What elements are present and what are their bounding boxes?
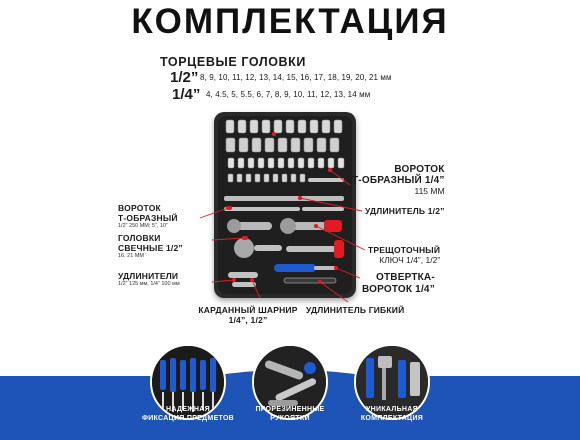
callout-ratchet bbox=[368, 245, 440, 265]
callout-t-handle-title-1: ВОРОТОК bbox=[118, 203, 161, 213]
callout-screwdriver bbox=[362, 272, 435, 296]
callout-spark-plug-title-1: ГОЛОВКИ bbox=[118, 233, 161, 243]
callout-ratchet-title: ТРЕЩОТОЧНЫЙ bbox=[368, 245, 441, 255]
callout-ratchet-detail: КЛЮЧ 1/4”, 1/2” bbox=[379, 255, 441, 265]
callout-extensions bbox=[118, 271, 180, 288]
feature-label-fixation-line-2: ФИКСАЦИЯ ПРЕДМЕТОВ bbox=[141, 415, 235, 422]
callout-t-handle-quarter-title-1: ВОРОТОК bbox=[394, 164, 445, 175]
callout-t-handle bbox=[118, 203, 178, 230]
sockets-quarter-label: 1/4” bbox=[172, 86, 201, 103]
page-title: КОМПЛЕКТАЦИЯ bbox=[131, 2, 449, 41]
callout-spark-plug-detail: 16, 21 ММ bbox=[118, 253, 144, 259]
callout-t-handle-quarter-title-2: Т-ОБРАЗНЫЙ 1/4” bbox=[352, 175, 445, 186]
feature-label-complete-set-line-1: УНИКАЛЬНАЯ bbox=[366, 406, 418, 413]
tool-case-drawing bbox=[214, 112, 356, 298]
callout-flex-extension bbox=[306, 305, 404, 315]
callout-extensions-detail: 1/2” 125 мм, 1/4” 100 мм bbox=[118, 281, 180, 287]
callout-universal-joint-title-2: 1/4”, 1/2” bbox=[228, 315, 268, 325]
callout-spark-plug bbox=[118, 233, 183, 260]
callout-t-handle-detail: 1/2” 250 ММ; 5”, 10” bbox=[118, 223, 168, 229]
callout-extensions-title: УДЛИНИТЕЛИ bbox=[118, 271, 179, 281]
callout-screwdriver-title-1: ОТВЕРТКА- bbox=[376, 272, 435, 283]
feature-label-complete-set-line-2: КОМПЛЕКТАЦИЯ bbox=[360, 415, 424, 422]
callout-extension-half bbox=[365, 206, 445, 216]
sockets-quarter-values: 4, 4.5, 5, 5.5, 6, 7, 8, 9, 10, 11, 12, 13, 14 мм bbox=[206, 90, 371, 99]
sockets-half-values: 8, 9, 10, 11, 12, 13, 14, 15, 16, 17, 18, 19, 20, 21 мм bbox=[200, 73, 392, 82]
sockets-heading: ТОРЦЕВЫЕ ГОЛОВКИ bbox=[160, 55, 306, 69]
feature-label-fixation bbox=[140, 405, 236, 423]
callout-spark-plug-title-2: СВЕЧНЫЕ 1/2” bbox=[118, 243, 183, 253]
tool-case-image bbox=[214, 112, 356, 298]
feature-label-fixation-line-1: НАДЕЖНАЯ bbox=[166, 406, 210, 413]
feature-label-handles-line-1: ПРОРЕЗИНЕННЫЕ bbox=[255, 406, 325, 413]
callout-universal-joint-title-1: КАРДАННЫЙ ШАРНИР bbox=[198, 305, 298, 315]
callout-t-handle-quarter-detail: 115 ММ bbox=[414, 186, 445, 196]
callout-flex-extension-title: УДЛИНИТЕЛЬ ГИБКИЙ bbox=[306, 305, 405, 315]
sockets-half-label: 1/2” bbox=[170, 69, 199, 86]
feature-label-handles bbox=[242, 405, 338, 423]
feature-label-complete-set bbox=[344, 405, 440, 423]
callout-t-handle-quarter bbox=[352, 164, 445, 196]
feature-label-handles-line-2: РУКОЯТКИ bbox=[270, 415, 310, 422]
callout-extension-half-title: УДЛИНИТЕЛЬ 1/2” bbox=[365, 206, 445, 216]
callout-t-handle-title-2: Т-ОБРАЗНЫЙ bbox=[118, 213, 178, 223]
callout-universal-joint bbox=[196, 305, 300, 325]
callout-screwdriver-title-2: ВОРОТОК 1/4” bbox=[362, 284, 435, 295]
